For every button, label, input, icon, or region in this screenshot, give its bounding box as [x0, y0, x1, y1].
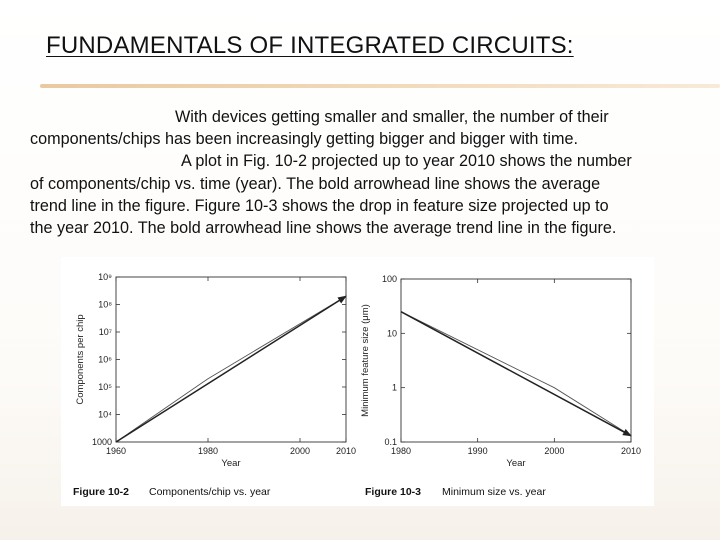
x-tick-label: 1990 [467, 446, 488, 456]
paragraph-line: the year 2010. The bold arrowhead line shows the average trend line in the figure. [30, 219, 617, 238]
trend-line-arrow [116, 296, 346, 442]
x-tick-label: 2000 [544, 446, 565, 456]
components-per-chip-chart [75, 272, 356, 469]
paragraph-line: components/chips has been increasingly getting bigger and bigger with time. [30, 130, 579, 149]
paragraph-line: trend line in the figure. Figure 10-3 shows the drop in feature size projected up to [30, 196, 609, 215]
x-tick-label: 2010 [335, 446, 357, 456]
y-tick-label: 0.1 [384, 437, 397, 447]
figure-label: Figure 10-3 [365, 486, 422, 498]
y-tick-label: 10⁷ [98, 327, 112, 337]
minimum-feature-size-chart [360, 274, 641, 469]
slide-body-paragraph [30, 106, 692, 239]
paragraph-line: A plot in Fig. 10-2 projected up to year 2010 shows the number [181, 152, 632, 171]
y-tick-label: 100 [381, 274, 397, 284]
y-tick-label: 1000 [91, 437, 112, 447]
trend-line-arrow [401, 312, 631, 436]
x-axis-title: Year [506, 458, 526, 469]
y-tick-label: 10⁹ [98, 272, 112, 282]
x-tick-label: 2010 [620, 446, 642, 456]
y-tick-label: 1 [391, 382, 397, 393]
figure-label: Figure 10-2 [73, 486, 130, 498]
plot-frame [116, 277, 346, 442]
paragraph-line: With devices getting smaller and smaller, the number of their [175, 108, 609, 126]
figure-caption: Minimum size vs. year [442, 486, 546, 498]
figure-panel [61, 257, 654, 506]
y-tick-label: 10 [386, 328, 397, 339]
paragraph-line: of components/chip vs. time (year). The bold arrowhead line shows the average [30, 174, 601, 193]
x-tick-label: 2000 [289, 446, 311, 456]
y-axis-title: Components per chip [75, 314, 86, 405]
figure-image [61, 257, 654, 506]
x-tick-label: 1960 [105, 446, 127, 456]
slide-title: FUNDAMENTALS OF INTEGRATED CIRCUITS: [46, 32, 574, 59]
x-tick-label: 1980 [390, 446, 412, 456]
x-axis-title: Year [221, 458, 241, 469]
title-divider [40, 84, 720, 88]
x-tick-label: 1980 [197, 446, 219, 456]
y-axis-title: Minimum feature size (μm) [360, 304, 371, 417]
y-tick-label: 10⁶ [98, 354, 112, 365]
y-tick-label: 10⁴ [98, 409, 112, 420]
figure-caption: Components/chip vs. year [149, 486, 271, 498]
y-tick-label: 10⁵ [98, 382, 112, 392]
y-tick-label: 10⁸ [98, 299, 112, 310]
